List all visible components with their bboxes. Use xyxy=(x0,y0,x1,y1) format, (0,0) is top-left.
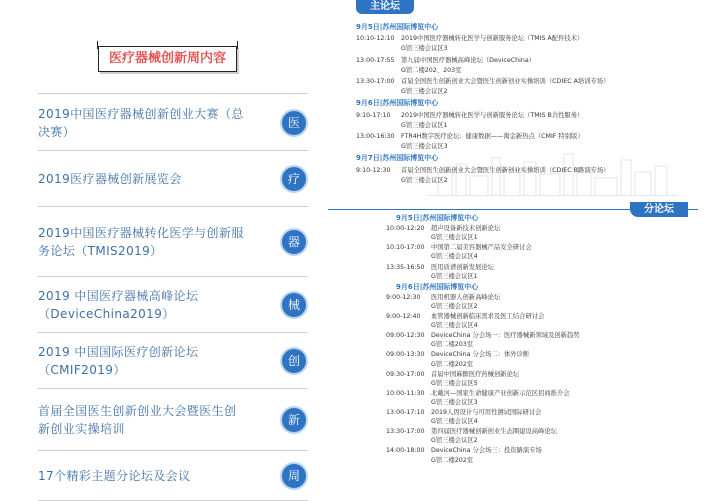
schedule-event xyxy=(386,388,570,397)
schedule-event xyxy=(356,131,584,140)
event-location: G馆三楼会议区2 xyxy=(431,437,478,445)
schedule-day-header: 9月5日|苏州国际博览中心 xyxy=(356,23,439,31)
left-row-text: 首届全国医生创新创业大会暨医生创新创业实操培训 xyxy=(38,404,237,436)
event-location: G馆三楼会议区3 xyxy=(401,143,448,151)
event-title: 医用机器人创新高峰论坛 xyxy=(431,293,501,301)
left-row-text: 2019医疗器械创新展览会 xyxy=(38,172,182,186)
event-time: 9:00-12:30 xyxy=(386,293,421,301)
event-location: G馆三楼会议区5 xyxy=(431,379,478,387)
schedule-event xyxy=(356,110,583,119)
event-title: 首届全国医生创新创业大会暨医生创新创业实操培训（CDIEC A培训专场） xyxy=(401,78,610,85)
event-title: 首届全国医生创新创业大会暨医生创新创业实操培训（CDIEC B路演专场） xyxy=(401,166,610,174)
event-location: G馆三楼会议区1 xyxy=(401,121,448,129)
event-time: 13:30-17:00 xyxy=(356,78,395,85)
event-location: G馆二楼202室 xyxy=(431,456,474,464)
event-time: 13:00-17:55 xyxy=(356,56,395,64)
left-panel xyxy=(0,0,318,486)
left-row xyxy=(38,277,308,333)
schedule-day-header: 9月5日|苏州国际博览中心 xyxy=(396,214,479,222)
event-time: 10:00-11:30 xyxy=(386,389,425,397)
event-title: 医用质谱创新发展论坛 xyxy=(431,263,494,271)
event-time: 9:00-12:40 xyxy=(386,313,421,320)
left-row xyxy=(38,389,308,451)
event-time: 10:10-17:00 xyxy=(386,244,425,252)
left-row-text: 2019 中国国际医疗创新论坛（CMIF2019） xyxy=(38,345,199,377)
event-title: DeviceChina 分会场一：医疗器械新领域及创新趋势 xyxy=(431,332,580,340)
left-row-badge: 医 xyxy=(280,109,308,137)
event-time: 10:00-12:20 xyxy=(386,225,425,233)
event-time: 9:10-12:30 xyxy=(356,166,391,174)
left-row-text: 2019中国医疗器械转化医学与创新服务论坛（TMIS2019） xyxy=(38,226,244,258)
event-time: 9:10-17:10 xyxy=(356,111,391,119)
event-title: 第四届医疗器械创新创业生态圈建设高峰论坛 xyxy=(431,428,557,436)
schedule-event xyxy=(356,76,609,85)
sub-forum-section xyxy=(328,202,698,486)
event-location: G馆三楼会议区3 xyxy=(431,398,478,406)
schedule-event xyxy=(386,223,500,232)
event-title: FTR4H数字医疗论坛：健康数据——淘金新热点（CMIF 特别版） xyxy=(401,133,584,140)
event-location: G馆三楼会议区2 xyxy=(401,176,448,184)
left-rows xyxy=(38,93,308,501)
schedule-event xyxy=(386,426,557,435)
left-row-text: 2019 中国医疗器械高峰论坛（DeviceChina2019） xyxy=(38,289,199,321)
event-time: 13:00-17:10 xyxy=(386,409,425,416)
left-row xyxy=(38,151,308,207)
event-location: G馆三楼会议区4 xyxy=(431,253,478,261)
sub-forum-tab: 分论坛 xyxy=(630,202,688,217)
event-title: 第九届中国医疗器械高峰论坛（DeviceChina） xyxy=(401,56,535,64)
event-location: G馆三楼会议区4 xyxy=(431,418,478,426)
left-row xyxy=(38,451,308,501)
schedule-event xyxy=(386,330,580,339)
event-location: G馆二楼203室 xyxy=(431,341,474,349)
left-row-badge: 疗 xyxy=(280,165,308,193)
event-location: G馆二楼202室 xyxy=(431,360,474,368)
event-location: G馆三楼会议区2 xyxy=(431,302,478,310)
event-time: 09:30-17:00 xyxy=(386,370,425,378)
event-title: 超声设备新技术创新论坛 xyxy=(431,225,501,233)
event-title: 中国第二届美容器械产品安全研讨会 xyxy=(431,244,532,252)
left-row xyxy=(38,207,308,277)
event-time: 13:00-16:30 xyxy=(356,133,395,140)
event-location: G馆三楼会议区1 xyxy=(431,272,478,280)
event-title: DeviceChina 分会场二：体外诊断 xyxy=(431,351,530,359)
left-row-badge: 器 xyxy=(280,228,308,256)
event-location: G馆三楼会议区3 xyxy=(401,45,448,53)
schedule-event xyxy=(386,311,544,320)
event-time: 09:00-13:30 xyxy=(386,351,425,359)
schedule-event xyxy=(386,292,500,301)
schedule-event xyxy=(386,369,519,378)
event-title: 2019人因设计与可用性测试国际研讨会 xyxy=(431,409,542,416)
main-forum-tab: 主论坛 xyxy=(356,0,414,14)
left-row-badge: 械 xyxy=(280,291,308,319)
event-location: G馆二楼202、203室 xyxy=(401,66,462,74)
schedule-day-header: 9月6日|苏州国际博览中心 xyxy=(396,282,479,291)
schedule-day-header: 9月7日|苏州国际博览中心 xyxy=(356,154,439,163)
left-row-badge: 周 xyxy=(280,462,308,490)
schedule-day-header: 9月6日|苏州国际博览中心 xyxy=(356,99,439,108)
left-row-badge: 创 xyxy=(280,347,308,375)
left-row-text: 17个精彩主题分论坛及会议 xyxy=(38,469,191,483)
event-time: 09:00-12:30 xyxy=(386,332,425,340)
left-title-text: 医疗器械创新周内容 xyxy=(108,51,226,66)
schedule-event xyxy=(386,445,542,454)
event-location: G馆三楼会议区4 xyxy=(431,322,478,330)
left-title xyxy=(98,46,237,72)
event-location: G馆三楼会议区1 xyxy=(431,234,478,242)
left-row-badge: 新 xyxy=(280,406,308,434)
event-title: 血管器械创新临床需求及医工结合研讨会 xyxy=(431,313,545,320)
schedule-event xyxy=(356,55,535,64)
right-panel xyxy=(318,0,707,486)
schedule-event xyxy=(356,33,583,42)
left-row-text: 2019中国医疗器械创新创业大赛（总决赛） xyxy=(38,107,244,139)
main-forum-section xyxy=(328,0,698,196)
left-row xyxy=(38,93,308,151)
event-title: 北戴河—国家生命健康产业创新示范区招商推介会 xyxy=(431,389,570,397)
event-title: 2019中国医疗器械转化医学与创新服务论坛（TMIS B共性服务） xyxy=(401,111,584,119)
left-row xyxy=(38,333,308,389)
event-time: 13:35-16:50 xyxy=(386,263,425,271)
schedule-event xyxy=(386,407,541,416)
schedule-event xyxy=(356,165,609,174)
schedule-event xyxy=(386,262,494,271)
event-title: 2019中国医疗器械转化医学与创新服务论坛（TMIS A配件技术） xyxy=(401,35,584,43)
event-title: 首届中国麻醉医疗药械创新论坛 xyxy=(431,370,520,378)
event-time: 13:30-17:00 xyxy=(386,428,425,436)
event-time: 10:10-12:10 xyxy=(356,35,395,43)
event-time: 14:00-18:00 xyxy=(386,447,425,455)
event-title: DeviceChina 分会场三：投资路演专场 xyxy=(431,447,542,455)
schedule-event xyxy=(386,242,532,251)
schedule-event xyxy=(386,349,529,358)
event-location: G馆三楼会议区2 xyxy=(401,88,448,96)
